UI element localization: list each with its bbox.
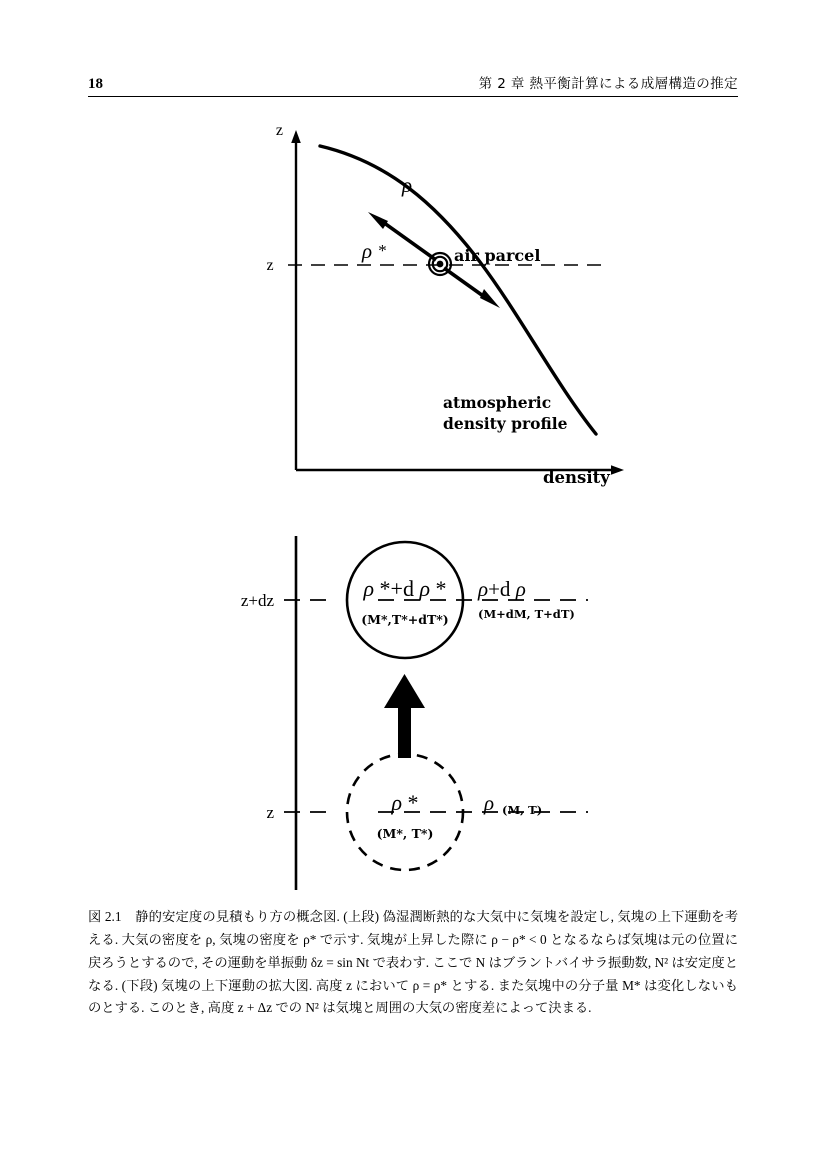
- figure-caption-label: 図 2.1: [88, 909, 122, 924]
- parcel-motion-arrow: [444, 268, 500, 308]
- profile-label-line2: density profile: [443, 414, 568, 433]
- lower-panel: [241, 536, 588, 890]
- figure-caption-text: 静的安定度の見積もり方の概念図. (上段) 偽湿潤断熱的な大気中に気塊を設定し, 気塊の上下運動を考える. 大気の密度を ρ, 気塊の密度を ρ* で示す. 気塊が上昇した際に ρ − ρ* < 0 となるならば気塊は元の位置に戻ろうとするので, その運動を単振動 δz = sin Nt で表わす. ここで N はブラントバイサラ振動数, N² は安定度となる. (下段) 気塊の上下運動の拡大図. 高度 z において ρ = ρ* とする. また気塊中の分子量 M* は変化しないものとする. このとき, 高度 z + Δz での N² は気塊と周囲の大気の密度差によって決まる.: [88, 909, 738, 1016]
- parcel-rise-arrow: [384, 674, 425, 758]
- rho-curve-label: ρ: [402, 173, 413, 197]
- tick-label-z-plus-dz: z+dz: [240, 591, 274, 610]
- lower-circle-sub-label: (M*, T*): [376, 826, 434, 841]
- chapter-title: 第 2 章 熱平衡計算による成層構造の推定: [478, 76, 738, 92]
- figure-graphic: [88, 112, 738, 902]
- x-axis-label: density: [543, 468, 610, 487]
- lower-right-main-label: ρ: [484, 791, 495, 815]
- x-axis-arrowhead: [611, 465, 624, 475]
- figure-caption: [88, 906, 738, 1020]
- header-rule: [88, 96, 738, 97]
- upper-circle-sub-label: (M*,T*+dT*): [361, 612, 449, 627]
- profile-label-line1: atmospheric: [443, 393, 552, 412]
- upper-right-main-label: ρ+d ρ: [478, 577, 526, 601]
- page-number: 18: [88, 76, 103, 92]
- y-axis-arrowhead: [291, 130, 301, 143]
- lower-right-sub-label: (M, T): [502, 803, 543, 817]
- air-parcel-label: air parcel: [454, 246, 541, 265]
- upper-right-sub-label: (M+dM, T+dT): [478, 607, 575, 621]
- upper-circle-main-label: ρ *+d ρ *: [363, 576, 447, 601]
- density-profile-curve: [320, 146, 596, 434]
- lower-circle-main-label: ρ *: [391, 790, 419, 815]
- figure-2-1: [88, 112, 738, 902]
- page-header: [88, 72, 738, 93]
- y-axis-label: z: [275, 122, 283, 139]
- tick-label-z: z: [266, 803, 274, 822]
- upper-panel: [266, 122, 624, 487]
- rho-star-label: ρ *: [362, 239, 386, 263]
- z-tick-label: z: [266, 257, 274, 274]
